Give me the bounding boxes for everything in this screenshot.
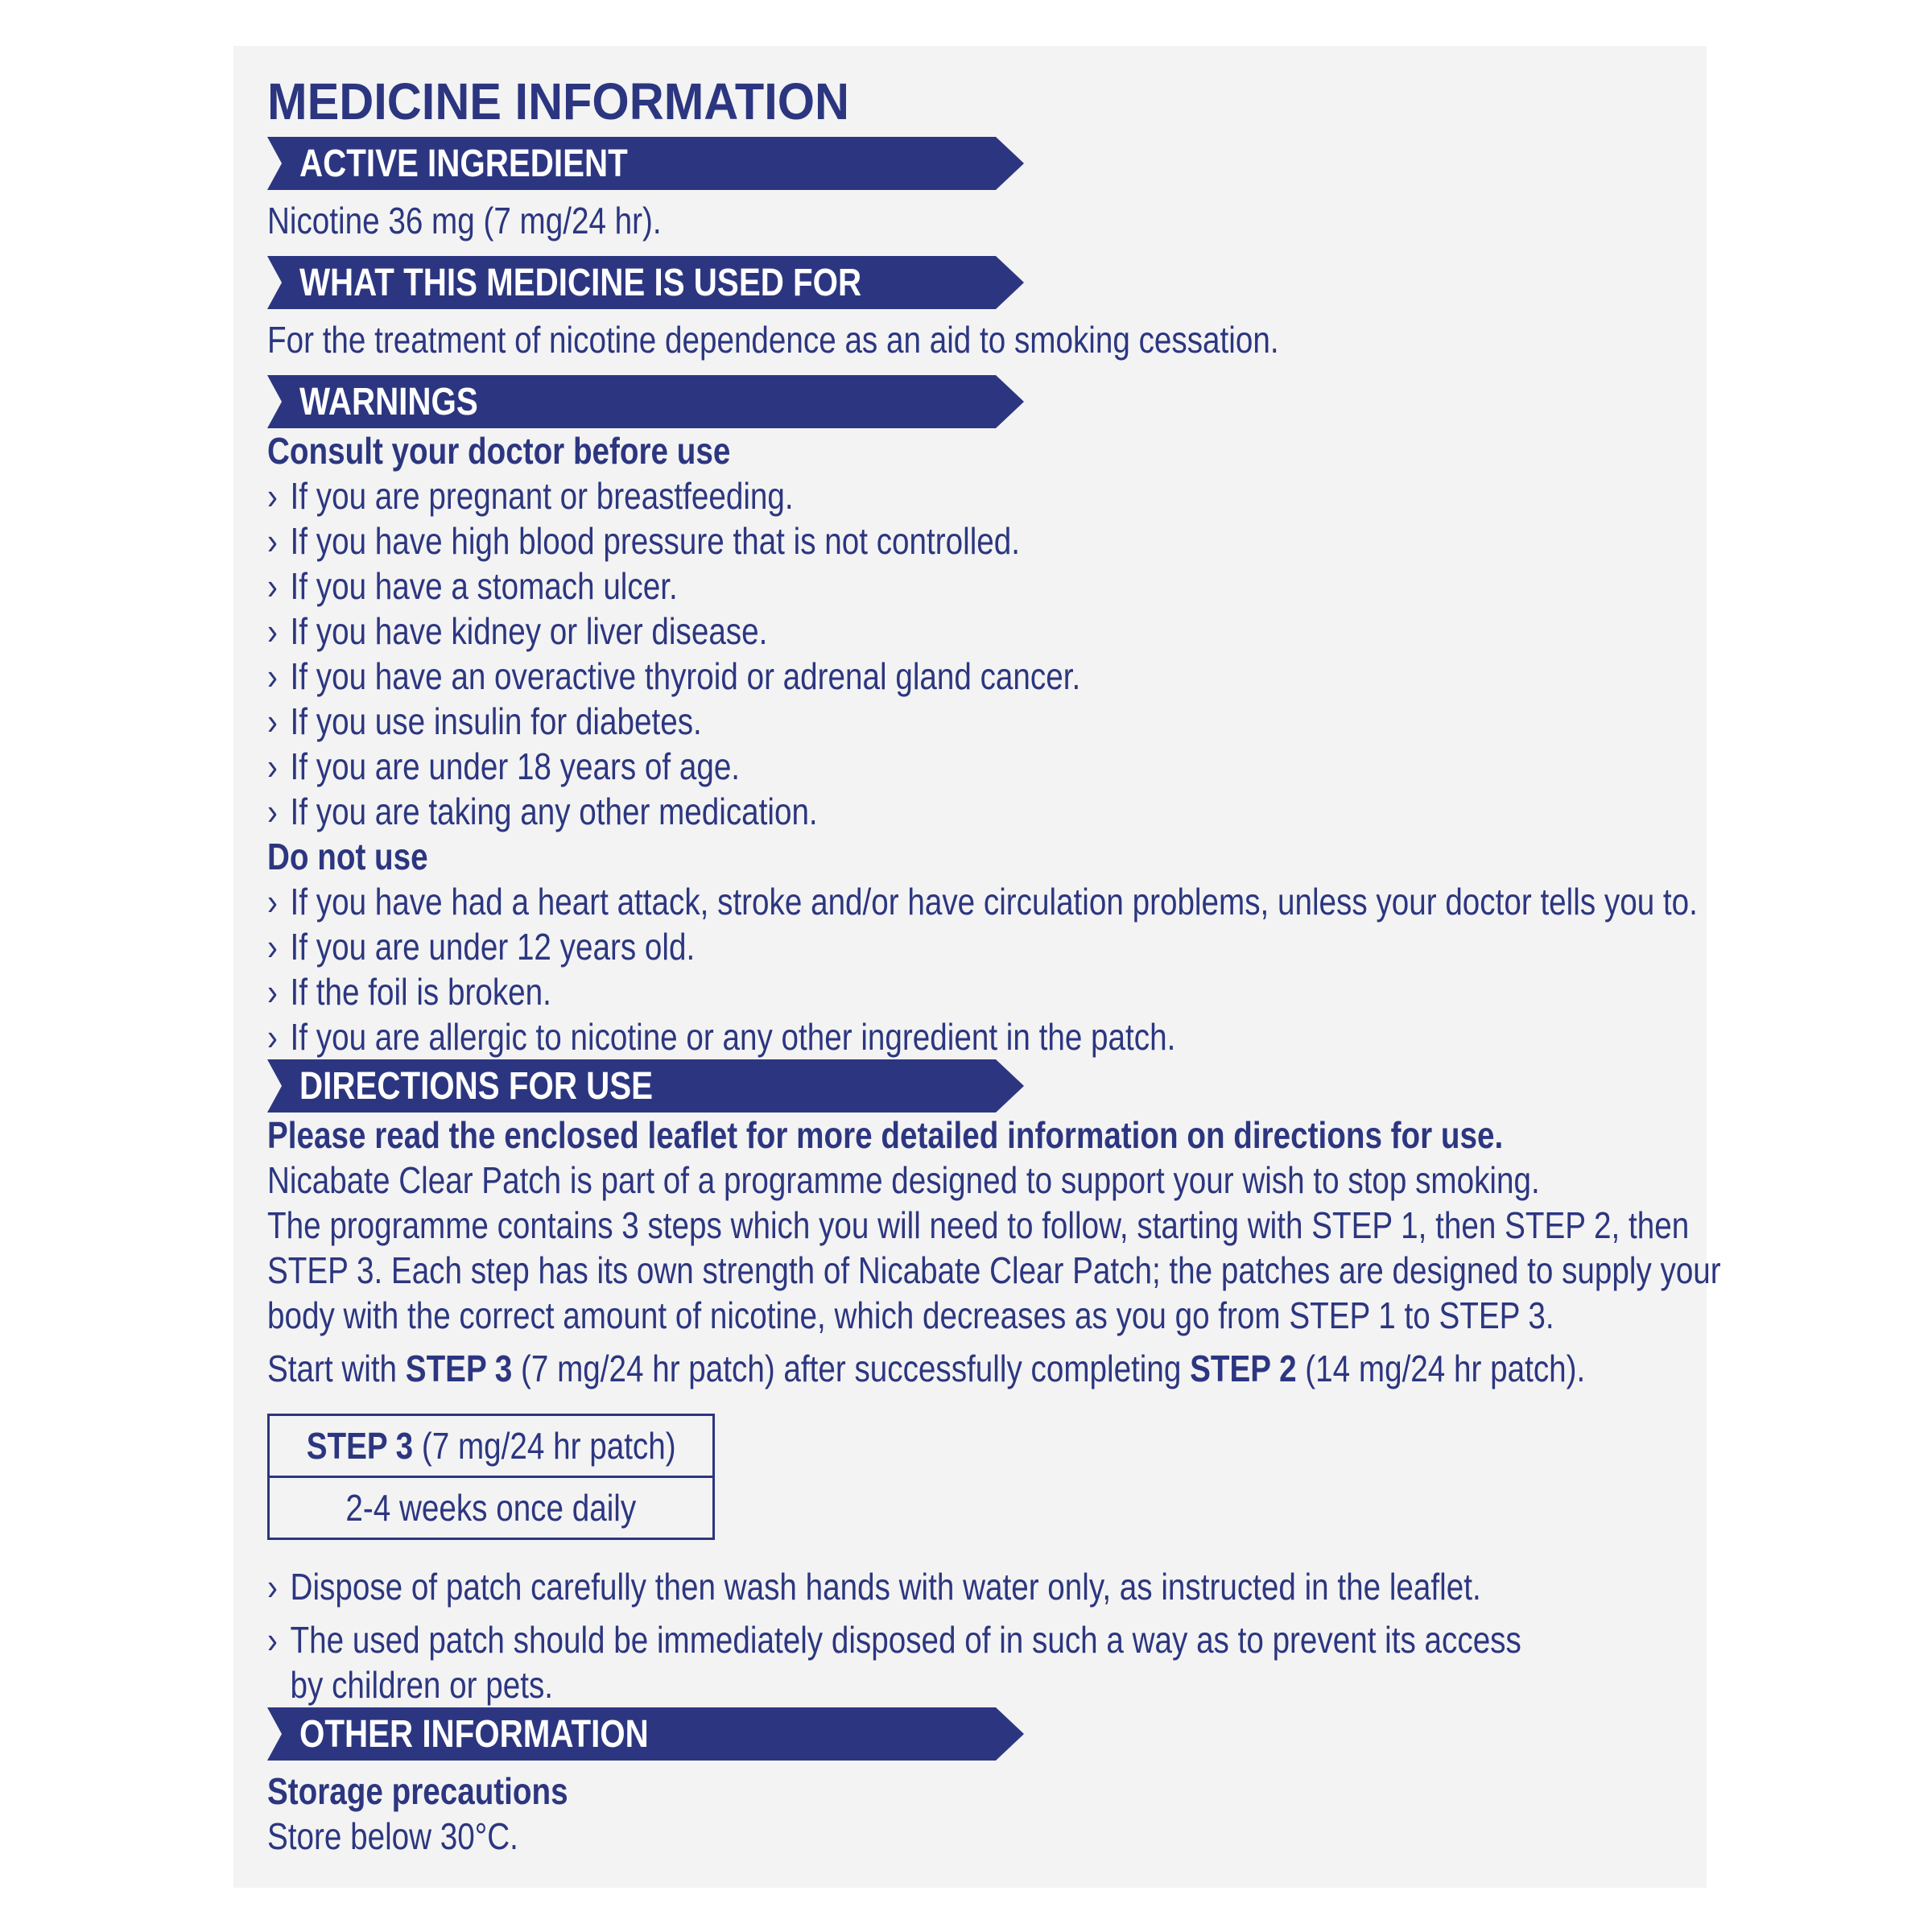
directions-intro: Please read the enclosed leaflet for more detailed information on directions for use. [267, 1114, 1504, 1156]
step-table [267, 1414, 715, 1540]
list-item: › If you are under 18 years of age. [267, 745, 741, 787]
list-item: › If the foil is broken. [267, 971, 551, 1013]
step-table-header: STEP 3 (7 mg/24 hr patch) [306, 1425, 676, 1467]
chevron-right-icon: › [267, 520, 278, 562]
list-item: › If you have a stomach ulcer. [267, 565, 678, 607]
storage-heading: Storage precautions [267, 1770, 568, 1812]
directions-paragraph-line: STEP 3. Each step has its own strength of Nicabate Clear Patch; the patches are designed to supply your [267, 1249, 1721, 1291]
list-item-continuation: by children or pets. [290, 1664, 554, 1706]
chevron-right-icon: › [267, 1566, 278, 1608]
chevron-right-icon: › [267, 971, 278, 1013]
chevron-right-icon: › [267, 700, 278, 742]
section-heading: OTHER INFORMATION [299, 1713, 649, 1756]
list-item: › If you are under 12 years old. [267, 926, 696, 968]
section-banner-used-for [267, 256, 1024, 309]
section-heading: DIRECTIONS FOR USE [299, 1065, 654, 1108]
list-item: › If you are pregnant or breastfeeding. [267, 475, 794, 517]
list-item: › If you use insulin for diabetes. [267, 700, 702, 742]
chevron-right-icon: › [267, 1016, 278, 1058]
used-for-text: For the treatment of nicotine dependence as an aid to smoking cessation. [267, 319, 1279, 361]
section-heading: WHAT THIS MEDICINE IS USED FOR [299, 262, 862, 304]
chevron-right-icon: › [267, 475, 278, 517]
do-not-use-heading: Do not use [267, 836, 428, 877]
list-item: › If you have kidney or liver disease. [267, 610, 768, 652]
list-item: › If you are taking any other medication. [267, 791, 818, 832]
chevron-right-icon: › [267, 745, 278, 787]
chevron-right-icon: › [267, 791, 278, 832]
section-banner-other-information [267, 1707, 1024, 1761]
section-banner-active-ingredient [267, 137, 1024, 190]
page-title: MEDICINE INFORMATION [267, 72, 850, 130]
chevron-right-icon: › [267, 926, 278, 968]
list-item: › If you have had a heart attack, stroke and/or have circulation problems, unless your doctor tells you to. [267, 881, 1698, 923]
list-item: › If you have high blood pressure that is not controlled. [267, 520, 1021, 562]
list-item: › If you are allergic to nicotine or any other ingredient in the patch. [267, 1016, 1176, 1058]
chevron-right-icon: › [267, 655, 278, 697]
start-instruction: Start with STEP 3 (7 mg/24 hr patch) after successfully completing STEP 2 (14 mg/24 hr patch). [267, 1348, 1586, 1389]
list-item: › The used patch should be immediately disposed of in such a way as to prevent its access [267, 1619, 1521, 1661]
directions-paragraph-line: The programme contains 3 steps which you will need to follow, starting with STEP 1, then STEP 2, then [267, 1204, 1690, 1246]
section-heading: WARNINGS [299, 381, 478, 423]
step-table-duration: 2-4 weeks once daily [270, 1476, 712, 1538]
active-ingredient-text: Nicotine 36 mg (7 mg/24 hr). [267, 200, 662, 242]
chevron-right-icon: › [267, 1619, 278, 1661]
section-heading: ACTIVE INGREDIENT [299, 142, 628, 185]
chevron-right-icon: › [267, 565, 278, 607]
section-banner-warnings [267, 375, 1024, 428]
medicine-information [267, 71, 1721, 1859]
list-item: › Dispose of patch carefully then wash hands with water only, as instructed in the leaflet. [267, 1566, 1481, 1608]
section-banner-directions [267, 1059, 1024, 1113]
directions-paragraph-line: Nicabate Clear Patch is part of a programme designed to support your wish to stop smoking. [267, 1159, 1540, 1201]
storage-text: Store below 30°C. [267, 1815, 518, 1857]
consult-heading: Consult your doctor before use [267, 430, 731, 472]
list-item: › If you have an overactive thyroid or adrenal gland cancer. [267, 655, 1081, 697]
chevron-right-icon: › [267, 881, 278, 923]
directions-paragraph-line: body with the correct amount of nicotine, which decreases as you go from STEP 1 to STEP 3. [267, 1294, 1554, 1336]
chevron-right-icon: › [267, 610, 278, 652]
